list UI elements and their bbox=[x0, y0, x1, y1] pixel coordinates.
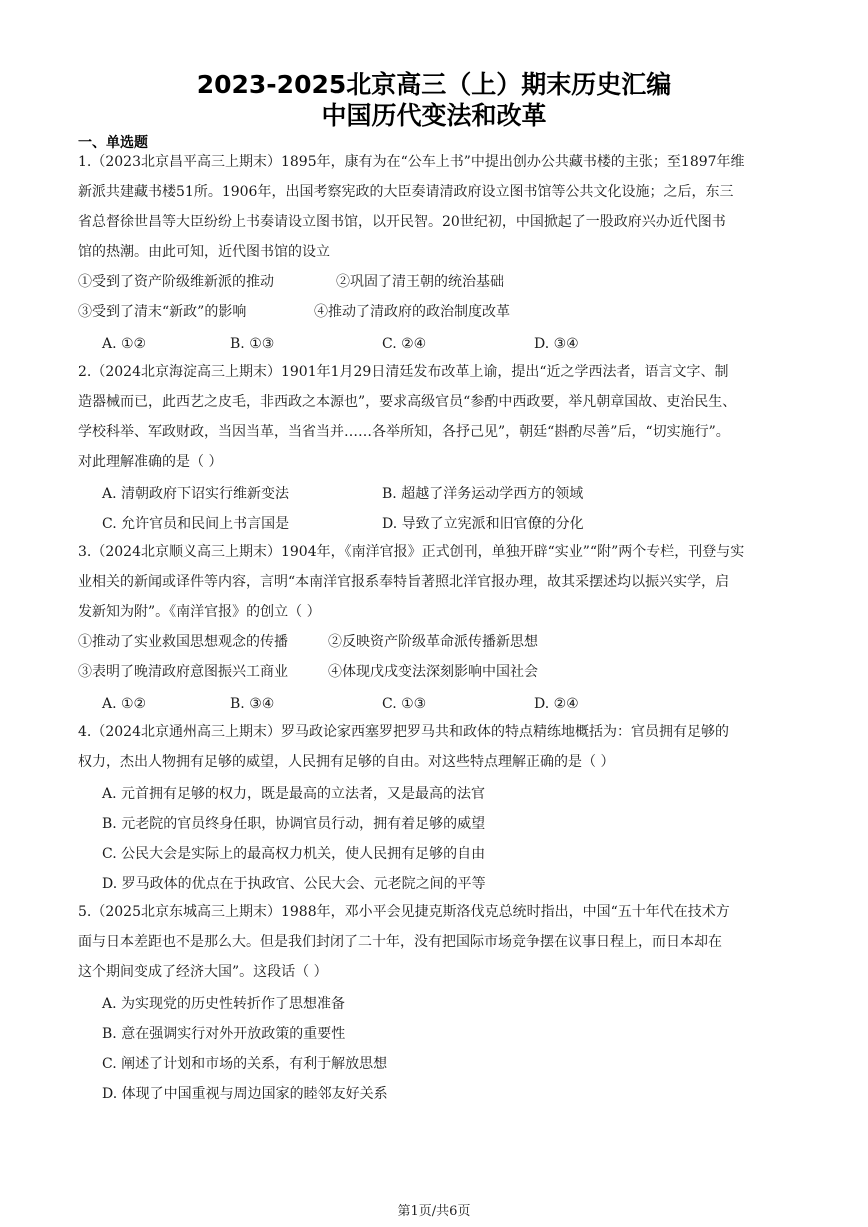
question-5-option-b[interactable]: B. 意在强调实行对外开放政策的重要性 bbox=[102, 1026, 346, 1042]
question-4-text-line: 权力，杰出人物拥有足够的威望，人民拥有足够的自由。对这些特点理解正确的是（ ） bbox=[78, 754, 615, 770]
question-1-statement: ②巩固了清王朝的统治基础 bbox=[336, 274, 504, 290]
question-1-text-line: 省总督徐世昌等大臣纷纷上书奏请设立图书馆，以开民智。20世纪初，中国掀起了一股政府兴办近代图书 bbox=[78, 214, 726, 230]
question-3-statement: ④体现戊戌变法深刻影响中国社会 bbox=[328, 664, 538, 680]
question-3-text-line: 发新知为附”。《南洋官报》的创立（ ） bbox=[78, 604, 321, 620]
question-5-option-c[interactable]: C. 阐述了计划和市场的关系，有利于解放思想 bbox=[102, 1056, 388, 1072]
question-2-text-line: 2.（2024北京海淀高三上期末）1901年1月29日清廷发布改革上谕，提出“近之学西法者，语言文字、制 bbox=[78, 364, 729, 380]
question-3-option-a[interactable]: A. ①② bbox=[102, 696, 147, 712]
question-5-text-line: 面与日本差距也不是那么大。但是我们封闭了二十年，没有把国际市场竞争摆在议事日程上，而日本却在 bbox=[78, 934, 722, 950]
question-1-statement: ①受到了资产阶级维新派的推动 bbox=[78, 274, 274, 290]
question-4-text-line: 4.（2024北京通州高三上期末）罗马政论家西塞罗把罗马共和政体的特点精练地概括为：官员拥有足够的 bbox=[78, 724, 729, 740]
question-4-option-d[interactable]: D. 罗马政体的优点在于执政官、公民大会、元老院之间的平等 bbox=[102, 876, 486, 892]
question-3-statement: ①推动了实业救国思想观念的传播 bbox=[78, 634, 288, 650]
section-heading: 一、单选题 bbox=[78, 135, 148, 151]
question-5-option-a[interactable]: A. 为实现党的历史性转折作了思想准备 bbox=[102, 996, 346, 1012]
question-2-option-a[interactable]: A. 清朝政府下诏实行维新变法 bbox=[102, 486, 290, 502]
document-title: 2023-2025北京高三（上）期末历史汇编 bbox=[196, 70, 672, 99]
question-2-text-line: 对此理解准确的是（ ） bbox=[78, 454, 223, 470]
question-3-statement: ②反映资产阶级革命派传播新思想 bbox=[328, 634, 538, 650]
question-1-option-a[interactable]: A. ①② bbox=[102, 336, 147, 352]
question-2-option-b[interactable]: B. 超越了洋务运动学西方的领域 bbox=[382, 486, 584, 502]
question-3-option-c[interactable]: C. ①③ bbox=[382, 696, 427, 712]
question-3-option-d[interactable]: D. ②④ bbox=[534, 696, 579, 712]
question-1-text-line: 馆的热潮。由此可知，近代图书馆的设立 bbox=[78, 244, 330, 260]
question-2-option-d[interactable]: D. 导致了立宪派和旧官僚的分化 bbox=[382, 516, 584, 532]
question-2-option-c[interactable]: C. 允许官员和民间上书言国是 bbox=[102, 516, 290, 532]
question-1-option-b[interactable]: B. ①③ bbox=[230, 336, 275, 352]
question-1-text-line: 1.（2023北京昌平高三上期末）1895年，康有为在“公车上书”中提出创办公共藏书楼的主张；至1897年维 bbox=[78, 154, 745, 170]
question-3-text-line: 业相关的新闻或译件等内容，言明“本南洋官报系奉特旨著照北洋官报办理，故其采摆述均以振兴实学，启 bbox=[78, 574, 730, 590]
question-1-statement: ④推动了清政府的政治制度改革 bbox=[314, 304, 510, 320]
question-1-option-d[interactable]: D. ③④ bbox=[534, 336, 579, 352]
question-5-option-d[interactable]: D. 体现了中国重视与周边国家的睦邻友好关系 bbox=[102, 1086, 388, 1102]
question-4-option-c[interactable]: C. 公民大会是实际上的最高权力机关，使人民拥有足够的自由 bbox=[102, 846, 486, 862]
question-2-text-line: 造器械而已，此西艺之皮毛，非西政之本源也”，要求高级官员“参酌中西政要，举凡朝章国故、吏治民生、 bbox=[78, 394, 737, 410]
question-1-text-line: 新派共建藏书楼51所。1906年，出国考察宪政的大臣奏请清政府设立图书馆等公共文化设施；之后，东三 bbox=[78, 184, 734, 200]
page-number: 第1页/共6页 bbox=[397, 1204, 471, 1219]
document-subtitle: 中国历代变法和改革 bbox=[321, 101, 547, 130]
question-1-statement: ③受到了清末“新政”的影响 bbox=[78, 304, 247, 320]
question-3-option-b[interactable]: B. ③④ bbox=[230, 696, 275, 712]
question-2-text-line: 学校科举、军政财政，当因当革，当省当并……各举所知，各抒己见”，朝廷“斟酌尽善”后，“切实施行”。 bbox=[78, 424, 730, 440]
question-4-option-b[interactable]: B. 元老院的官员终身任职，协调官员行动，拥有着足够的威望 bbox=[102, 816, 486, 832]
question-4-option-a[interactable]: A. 元首拥有足够的权力，既是最高的立法者，又是最高的法官 bbox=[102, 786, 486, 802]
question-5-text-line: 这个期间变成了经济大国”。这段话（ ） bbox=[78, 964, 328, 980]
question-1-option-c[interactable]: C. ②④ bbox=[382, 336, 427, 352]
question-5-text-line: 5.（2025北京东城高三上期末）1988年，邓小平会见捷克斯洛伐克总统时指出，中国“五十年代在技术方 bbox=[78, 904, 730, 920]
question-3-text-line: 3.（2024北京顺义高三上期末）1904年，《南洋官报》正式创刊，单独开辟“实业”“附”两个专栏，刊登与实 bbox=[78, 544, 745, 560]
question-3-statement: ③表明了晚清政府意图振兴工商业 bbox=[78, 664, 288, 680]
